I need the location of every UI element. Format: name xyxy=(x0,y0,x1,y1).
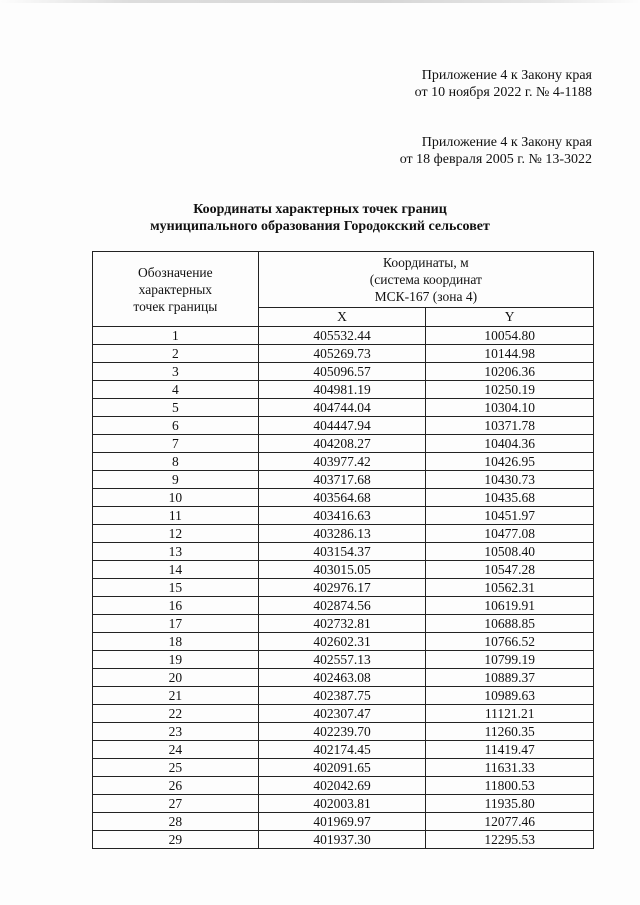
point-number-cell: 22 xyxy=(93,705,259,723)
x-coordinate-cell: 403564.68 xyxy=(258,489,426,507)
y-coordinate-cell: 11935.80 xyxy=(426,795,594,813)
y-coordinate-cell: 10508.40 xyxy=(426,543,594,561)
point-number-cell: 4 xyxy=(93,381,259,399)
appendix-original-line1: Приложение 4 к Закону края xyxy=(421,135,592,150)
table-row xyxy=(93,651,594,669)
table-row xyxy=(93,345,594,363)
y-coordinate-cell: 10547.28 xyxy=(426,561,594,579)
table-row xyxy=(93,777,594,795)
table-row xyxy=(93,813,594,831)
y-coordinate-cell: 10371.78 xyxy=(426,417,594,435)
appendix-current-line1: Приложение 4 к Закону края xyxy=(421,68,592,83)
point-number-cell: 2 xyxy=(93,345,259,363)
table-row xyxy=(93,417,594,435)
point-number-cell: 27 xyxy=(93,795,259,813)
x-coordinate-cell: 403015.05 xyxy=(258,561,426,579)
table-row xyxy=(93,507,594,525)
point-number-cell: 3 xyxy=(93,363,259,381)
y-coordinate-cell: 11800.53 xyxy=(426,777,594,795)
x-coordinate-cell: 403286.13 xyxy=(258,525,426,543)
table-row xyxy=(93,795,594,813)
y-coordinate-cell: 10430.73 xyxy=(426,471,594,489)
point-number-cell: 18 xyxy=(93,633,259,651)
table-row xyxy=(93,669,594,687)
header-point-line3: точек границы xyxy=(133,298,218,314)
table-header-row xyxy=(93,252,594,308)
point-number-cell: 19 xyxy=(93,651,259,669)
y-coordinate-cell: 10054.80 xyxy=(426,327,594,345)
x-coordinate-cell: 402307.47 xyxy=(258,705,426,723)
x-coordinate-cell: 405532.44 xyxy=(258,327,426,345)
table-body xyxy=(93,327,594,849)
header-y: Y xyxy=(426,308,594,327)
point-number-cell: 17 xyxy=(93,615,259,633)
y-coordinate-cell: 12295.53 xyxy=(426,831,594,849)
x-coordinate-cell: 402976.17 xyxy=(258,579,426,597)
y-coordinate-cell: 10619.91 xyxy=(426,597,594,615)
point-number-cell: 16 xyxy=(93,597,259,615)
scan-edge-artifact xyxy=(0,0,640,3)
y-coordinate-cell: 10451.97 xyxy=(426,507,594,525)
x-coordinate-cell: 402174.45 xyxy=(258,741,426,759)
coordinates-table xyxy=(92,251,594,849)
appendix-current-reference xyxy=(415,67,592,101)
table-row xyxy=(93,453,594,471)
x-coordinate-cell: 401969.97 xyxy=(258,813,426,831)
x-coordinate-cell: 401937.30 xyxy=(258,831,426,849)
point-number-cell: 13 xyxy=(93,543,259,561)
x-coordinate-cell: 405269.73 xyxy=(258,345,426,363)
table-row xyxy=(93,741,594,759)
point-number-cell: 7 xyxy=(93,435,259,453)
point-number-cell: 5 xyxy=(93,399,259,417)
appendix-original-reference xyxy=(400,134,592,168)
table-row xyxy=(93,561,594,579)
x-coordinate-cell: 403977.42 xyxy=(258,453,426,471)
point-number-cell: 24 xyxy=(93,741,259,759)
table-row xyxy=(93,831,594,849)
point-number-cell: 26 xyxy=(93,777,259,795)
point-number-cell: 14 xyxy=(93,561,259,579)
point-number-cell: 28 xyxy=(93,813,259,831)
point-number-cell: 23 xyxy=(93,723,259,741)
y-coordinate-cell: 10688.85 xyxy=(426,615,594,633)
header-coords-line1: Координаты, м xyxy=(383,255,469,270)
title-line2: муниципального образования Городокский сельсовет xyxy=(150,219,490,234)
x-coordinate-cell: 402239.70 xyxy=(258,723,426,741)
x-coordinate-cell: 402387.75 xyxy=(258,687,426,705)
point-number-cell: 12 xyxy=(93,525,259,543)
table-row xyxy=(93,687,594,705)
point-number-cell: 10 xyxy=(93,489,259,507)
table-row xyxy=(93,399,594,417)
appendix-current-line2: от 10 ноября 2022 г. № 4-1188 xyxy=(414,85,592,100)
y-coordinate-cell: 10206.36 xyxy=(426,363,594,381)
header-coordinates xyxy=(258,252,593,308)
x-coordinate-cell: 404447.94 xyxy=(258,417,426,435)
y-coordinate-cell: 11419.47 xyxy=(426,741,594,759)
y-coordinate-cell: 10562.31 xyxy=(426,579,594,597)
y-coordinate-cell: 10989.63 xyxy=(426,687,594,705)
point-number-cell: 11 xyxy=(93,507,259,525)
x-coordinate-cell: 404744.04 xyxy=(258,399,426,417)
header-point-line2: характерных xyxy=(138,281,213,297)
point-number-cell: 9 xyxy=(93,471,259,489)
point-number-cell: 25 xyxy=(93,759,259,777)
y-coordinate-cell: 12077.46 xyxy=(426,813,594,831)
appendix-original-line2: от 18 февраля 2005 г. № 13-3022 xyxy=(399,152,592,167)
y-coordinate-cell: 10304.10 xyxy=(426,399,594,417)
x-coordinate-cell: 402557.13 xyxy=(258,651,426,669)
table-row xyxy=(93,381,594,399)
table-row xyxy=(93,543,594,561)
x-coordinate-cell: 402874.56 xyxy=(258,597,426,615)
x-coordinate-cell: 403717.68 xyxy=(258,471,426,489)
x-coordinate-cell: 402732.81 xyxy=(258,615,426,633)
point-number-cell: 21 xyxy=(93,687,259,705)
table-row xyxy=(93,363,594,381)
table-row xyxy=(93,471,594,489)
x-coordinate-cell: 402042.69 xyxy=(258,777,426,795)
table-row xyxy=(93,525,594,543)
y-coordinate-cell: 10799.19 xyxy=(426,651,594,669)
y-coordinate-cell: 11260.35 xyxy=(426,723,594,741)
header-coords-line2: (система координат xyxy=(369,272,482,287)
y-coordinate-cell: 10404.36 xyxy=(426,435,594,453)
y-coordinate-cell: 10144.98 xyxy=(426,345,594,363)
point-number-cell: 20 xyxy=(93,669,259,687)
table-row xyxy=(93,759,594,777)
header-point-line1: Обозначение xyxy=(138,264,213,280)
y-coordinate-cell: 10435.68 xyxy=(426,489,594,507)
y-coordinate-cell: 11121.21 xyxy=(426,705,594,723)
x-coordinate-cell: 402091.65 xyxy=(258,759,426,777)
table-row xyxy=(93,723,594,741)
table-row xyxy=(93,597,594,615)
table-row xyxy=(93,327,594,345)
point-number-cell: 1 xyxy=(93,327,259,345)
table-row xyxy=(93,633,594,651)
y-coordinate-cell: 10766.52 xyxy=(426,633,594,651)
table-row xyxy=(93,615,594,633)
y-coordinate-cell: 10250.19 xyxy=(426,381,594,399)
x-coordinate-cell: 403154.37 xyxy=(258,543,426,561)
header-point-designation xyxy=(93,252,259,327)
x-coordinate-cell: 404981.19 xyxy=(258,381,426,399)
x-coordinate-cell: 402602.31 xyxy=(258,633,426,651)
y-coordinate-cell: 10426.95 xyxy=(426,453,594,471)
header-coords-line3: МСК-167 (зона 4) xyxy=(374,289,478,304)
x-coordinate-cell: 404208.27 xyxy=(258,435,426,453)
document-title xyxy=(0,201,640,235)
x-coordinate-cell: 403416.63 xyxy=(258,507,426,525)
header-x: X xyxy=(258,308,426,327)
y-coordinate-cell: 11631.33 xyxy=(426,759,594,777)
x-coordinate-cell: 402463.08 xyxy=(258,669,426,687)
x-coordinate-cell: 402003.81 xyxy=(258,795,426,813)
table-row xyxy=(93,579,594,597)
title-line1: Координаты характерных точек границ xyxy=(193,202,447,217)
table-row xyxy=(93,489,594,507)
table-row xyxy=(93,435,594,453)
point-number-cell: 6 xyxy=(93,417,259,435)
y-coordinate-cell: 10889.37 xyxy=(426,669,594,687)
y-coordinate-cell: 10477.08 xyxy=(426,525,594,543)
point-number-cell: 15 xyxy=(93,579,259,597)
point-number-cell: 29 xyxy=(93,831,259,849)
table-row xyxy=(93,705,594,723)
point-number-cell: 8 xyxy=(93,453,259,471)
x-coordinate-cell: 405096.57 xyxy=(258,363,426,381)
